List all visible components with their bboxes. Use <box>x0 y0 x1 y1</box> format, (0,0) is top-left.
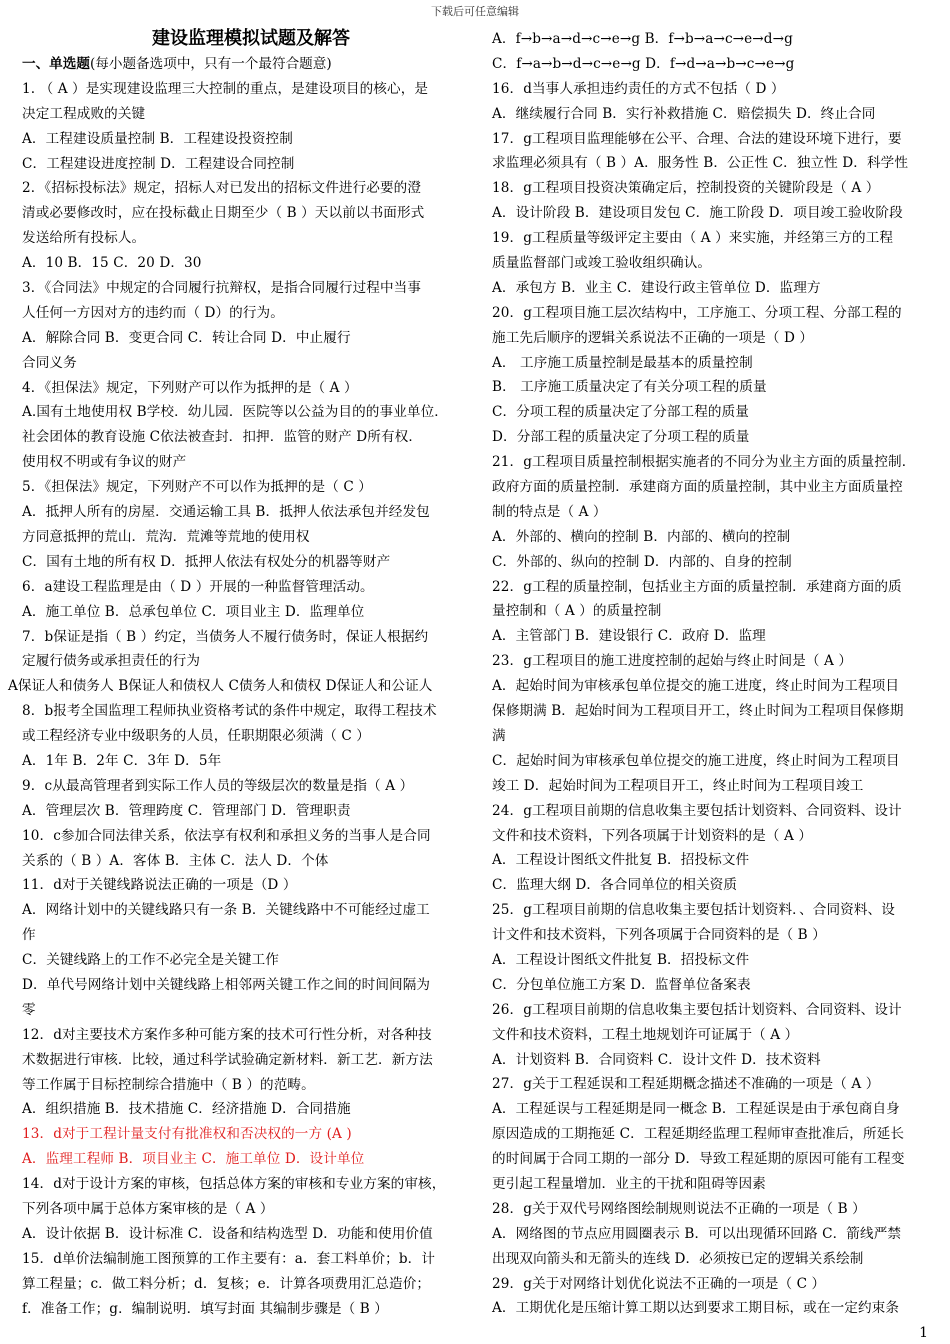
question-line: 27．g关于工程延误和工程延期概念描述不准确的一项是（ A ） <box>492 1076 880 1093</box>
question-line: 合同义务 <box>22 354 77 371</box>
question-line: 文件和技术资料，工程土地规划许可证属于（ A ） <box>492 1026 799 1043</box>
question-line: 24．g工程项目前期的信息收集主要包括计划资料、合同资料、设计 <box>492 802 902 819</box>
question-line: 保修期满 B．起始时间为工程项目开工，终止时间为工程项目保修期 <box>492 703 904 720</box>
question-line: A．1年 B．2年 C．3年 D．5年 <box>22 752 222 769</box>
page-number: 1 <box>919 1325 928 1341</box>
left-question-lines <box>8 77 472 1322</box>
question-line: A．工期优化是压缩计算工期以达到要求工期目标，或在一定约束条 <box>492 1300 900 1317</box>
question-line: 下列各项中属于总体方案审核的是（ A ） <box>22 1200 274 1217</box>
question-line: 质量监督部门或竣工验收组织确认。 <box>492 255 712 272</box>
question-line: A．网络图的节点应用圆圈表示 B．可以出现循环回路 C．箭线严禁 <box>492 1225 902 1242</box>
question-line: 17．g工程项目监理能够在公平、合理、合法的建设环境下进行，要 <box>492 130 902 147</box>
question-line: 制的特点是（ A ） <box>492 503 607 520</box>
question-line: 作 <box>22 927 36 944</box>
question-line: 11．d对于关键线路说法正确的一项是（D ） <box>22 877 297 894</box>
question-line: 12．d对主要技术方案作多种可能方案的技术可行性分析，对各种技 <box>22 1026 432 1043</box>
question-line: 决定工程成败的关键 <box>22 105 146 122</box>
right-question-lines <box>492 27 942 1321</box>
question-line: A．工程延误与工程延期是同一概念 B．工程延误是由于承包商自身 <box>492 1101 900 1118</box>
question-line: C．外部的、纵向的控制 D．内部的、自身的控制 <box>492 553 792 570</box>
question-line: A．组织措施 B．技术措施 C．经济措施 D．合同措施 <box>22 1101 351 1118</box>
question-line: 9．c从最高管理者到实际工作人员的等级层次的数量是指（ A ） <box>22 777 414 794</box>
document-title: 建设监理模拟试题及解答 <box>152 28 350 49</box>
question-line: A．监理工程师 B．项目业主 C．施工单位 D．设计单位 <box>22 1151 365 1168</box>
question-line: A．设计依据 B．设计标准 C．设备和结构选型 D．功能和使用价值 <box>22 1225 433 1242</box>
question-line: 等工作属于目标控制综合措施中（ B ）的范畴。 <box>22 1076 315 1093</box>
right-column <box>492 27 942 1321</box>
question-line: 2．《招标投标法》规定，招标人对已发出的招标文件进行必要的澄 <box>22 180 422 197</box>
question-line: 文件和技术资料，下列各项属于计划资料的是（ A ） <box>492 827 813 844</box>
question-line: A．承包方 B．业主 C．建设行政主管单位 D．监理方 <box>492 279 821 296</box>
question-line: 求监理必须具有（ B ）A．服务性 B．公正性 C．独立性 D．科学性 <box>492 155 909 172</box>
question-line: C．分项工程的质量决定了分部工程的质量 <box>492 404 749 421</box>
section-heading-note: (每小题备选项中，只有一个最符合题意) <box>89 56 332 72</box>
question-line: 人任何一方因对方的违约而（ D）的行为。 <box>22 304 284 321</box>
question-line: A．施工单位 B．总承包单位 C．项目业主 D．监理单位 <box>22 603 365 620</box>
question-line: 29．g关于对网络计划优化说法不正确的一项是（ C ） <box>492 1275 826 1292</box>
question-line: 1. （ A ）是实现建设监理三大控制的重点，是建设项目的核心，是 <box>22 80 429 97</box>
question-line: 定履行债务或承担责任的行为 <box>22 653 201 670</box>
question-line: 23．g工程项目的施工进度控制的起始与终止时间是（ A ） <box>492 653 853 670</box>
question-line: 28．g关于双代号网络图绘制规则说法不正确的一项是（ B ） <box>492 1200 866 1217</box>
question-line: 社会团体的教育设施 C依法被查封．扣押．监管的财产 D所有权． <box>22 429 423 446</box>
question-line: 10．c参加合同法律关系，依法享有权利和承担义务的当事人是合同 <box>22 827 431 844</box>
question-line: 算工程量；c．做工料分析；d．复核；e．计算各项费用汇总造价； <box>22 1275 431 1292</box>
question-line: D．单代号网络计划中关键线路上相邻两关键工作之间的时间间隔为 <box>22 976 431 993</box>
question-line: A．抵押人所有的房屋．交通运输工具 B．抵押人依法承包并经发包 <box>22 504 430 521</box>
question-line: 16．d当事人承担违约责任的方式不包括（ D ） <box>492 80 785 97</box>
question-line: A．工程设计图纸文件批复 B．招投标文件 <box>492 951 750 968</box>
question-line: 出现双向箭头和无箭头的连线 D．必须按已定的逻辑关系绘制 <box>492 1250 864 1267</box>
question-line: C．起始时间为审核承包单位提交的施工进度，终止时间为工程项目 <box>492 752 900 769</box>
question-line: 5．《担保法》规定，下列财产不可以作为抵押的是（ C ） <box>22 479 372 496</box>
question-line: 竣工 D．起始时间为工程项目开工，终止时间为工程项目竣工 <box>492 777 864 794</box>
question-line: C．国有土地的所有权 D．抵押人依法有权处分的机器等财产 <box>22 553 391 570</box>
question-line: 施工先后顺序的逻辑关系说法不正确的一项是（ D ） <box>492 329 814 346</box>
question-line: 量控制和（ A ）的质量控制 <box>492 603 662 620</box>
question-line: 4．《担保法》规定，下列财产可以作为抵押的是（ A ） <box>22 379 358 396</box>
question-line: 发送给所有投标人。 <box>22 230 146 247</box>
question-line: A．f→b→a→d→c→e→g B．f→b→a→c→e→d→g <box>492 31 793 47</box>
question-line: A．起始时间为审核承包单位提交的施工进度，终止时间为工程项目 <box>492 678 900 695</box>
left-column <box>8 27 472 1321</box>
question-line: 8．b报考全国监理工程师执业资格考试的条件中规定，取得工程技术 <box>22 703 437 720</box>
question-line: 6．a建设工程监理是由（ D ）开展的一种监督管理活动。 <box>22 578 374 595</box>
question-line: 方同意抵押的荒山．荒沟．荒滩等荒地的使用权 <box>22 528 310 545</box>
question-line: A．继续履行合同 B．实行补救措施 C．赔偿损失 D．终止合同 <box>492 105 876 122</box>
question-line: 15．d单价法编制施工图预算的工作主要有：a．套工料单价；b．计 <box>22 1250 436 1267</box>
question-line: 22．g工程的质量控制，包括业主方面的质量控制．承建商方面的质 <box>492 578 902 595</box>
question-line: D．分部工程的质量决定了分项工程的质量 <box>492 429 750 446</box>
question-line: 26．g工程项目前期的信息收集主要包括计划资料、合同资料、设计 <box>492 1001 902 1018</box>
question-line: 7．b保证是指（ B ）约定，当债务人不履行债务时，保证人根据约 <box>22 628 429 645</box>
question-line: C．分包单位施工方案 D．监督单位备案表 <box>492 976 751 993</box>
question-line: 使用权不明或有争议的财产 <box>22 454 187 471</box>
section-heading <box>22 52 472 77</box>
question-line: A．外部的、横向的控制 B．内部的、横向的控制 <box>492 528 791 545</box>
question-line: 14．d对于设计方案的审核，包括总体方案的审核和专业方案的审核， <box>22 1176 446 1193</box>
question-line: A．计划资料 B．合同资料 C．设计文件 D．技术资料 <box>492 1051 821 1068</box>
question-line: 或工程经济专业中级职务的人员，任职期限必须满（ C ） <box>22 728 370 745</box>
question-line: A保证人和债务人 B保证人和债权人 C债务人和债权 D保证人和公证人 <box>8 678 433 695</box>
question-line: A.国有土地使用权 B学校．幼儿园．医院等以公益为目的的事业单位． <box>22 404 448 421</box>
question-line: A．解除合同 B．变更合同 C．转让合同 D．中止履行 <box>22 329 351 346</box>
question-line: A．管理层次 B．管理跨度 C．管理部门 D．管理职责 <box>22 802 351 819</box>
question-line: C．关键线路上的工作不必完全是关键工作 <box>22 952 279 969</box>
question-line: 原因造成的工期拖延 C．工程延期经监理工程师审查批准后，所延长 <box>492 1126 905 1143</box>
question-line: A． 工序施工质量控制是最基本的质量控制 <box>492 354 753 371</box>
question-line: A．设计阶段 B．建设项目发包 C．施工阶段 D．项目竣工验收阶段 <box>492 205 903 222</box>
question-line: 13．d对于工程计量支付有批准权和否决权的一方 (A ) <box>22 1126 352 1143</box>
question-line: 更引起工程量增加．业主的干扰和阻碍等因素 <box>492 1175 766 1192</box>
question-line: A．主管部门 B．建设银行 C．政府 D．监理 <box>492 628 766 645</box>
question-line: 18．g工程项目投资决策确定后，控制投资的关键阶段是（ A ） <box>492 180 880 197</box>
question-line: A．网络计划中的关键线路只有一条 B．关键线路中不可能经过虚工 <box>22 902 430 919</box>
question-line: 计文件和技术资料，下列各项属于合同资料的是（ B ） <box>492 927 826 944</box>
section-heading-label: 一、单选题 <box>22 56 90 72</box>
question-line: C．f→a→b→d→c→e→g D．f→d→a→b→c→e→g <box>492 55 795 72</box>
question-line: 3．《合同法》中规定的合同履行抗辩权，是指合同履行过程中当事 <box>22 280 422 297</box>
question-line: C．工程建设进度控制 D．工程建设合同控制 <box>22 155 295 172</box>
question-line: 20．g工程项目施工层次结构中，工序施工、分项工程、分部工程的 <box>492 304 902 321</box>
question-line: 关系的（ B ）A．客体 B．主体 C．法人 D．个体 <box>22 852 329 869</box>
question-line: 25．g工程项目前期的信息收集主要包括计划资料．、合同资料、设 <box>492 902 895 919</box>
question-line: C．监理大纲 D．各合同单位的相关资质 <box>492 877 738 894</box>
question-line: B． 工序施工质量决定了有关分项工程的质量 <box>492 379 767 396</box>
question-line: A．工程建设质量控制 B．工程建设投资控制 <box>22 130 293 147</box>
question-line: 清或必要修改时，应在投标截止日期至少（ B ）天以前以书面形式 <box>22 205 425 222</box>
header-note: 下载后可任意编辑 <box>431 5 519 18</box>
question-line: 19．g工程质量等级评定主要由（ A ）来实施，并经第三方的工程 <box>492 230 894 247</box>
question-line: 的时间属于合同工期的一部分 D．导致工程延期的原因可能有工程变 <box>492 1151 905 1168</box>
question-line: f．准备工作；g．编制说明．填写封面 其编制步骤是（ B ） <box>22 1300 388 1317</box>
question-line: A．工程设计图纸文件批复 B．招投标文件 <box>492 852 750 869</box>
question-line: 政府方面的质量控制．承建商方面的质量控制，其中业主方面质量控 <box>492 479 903 496</box>
question-line: 零 <box>22 1001 36 1018</box>
question-line: 术数据进行审核．比较，通过科学试验确定新材料．新工艺．新方法 <box>22 1051 433 1068</box>
question-line: A．10 B．15 C．20 D．30 <box>22 255 202 272</box>
question-line: 21．g工程项目质量控制根据实施者的不同分为业主方面的质量控制． <box>492 454 916 471</box>
question-line: 满 <box>492 727 506 744</box>
